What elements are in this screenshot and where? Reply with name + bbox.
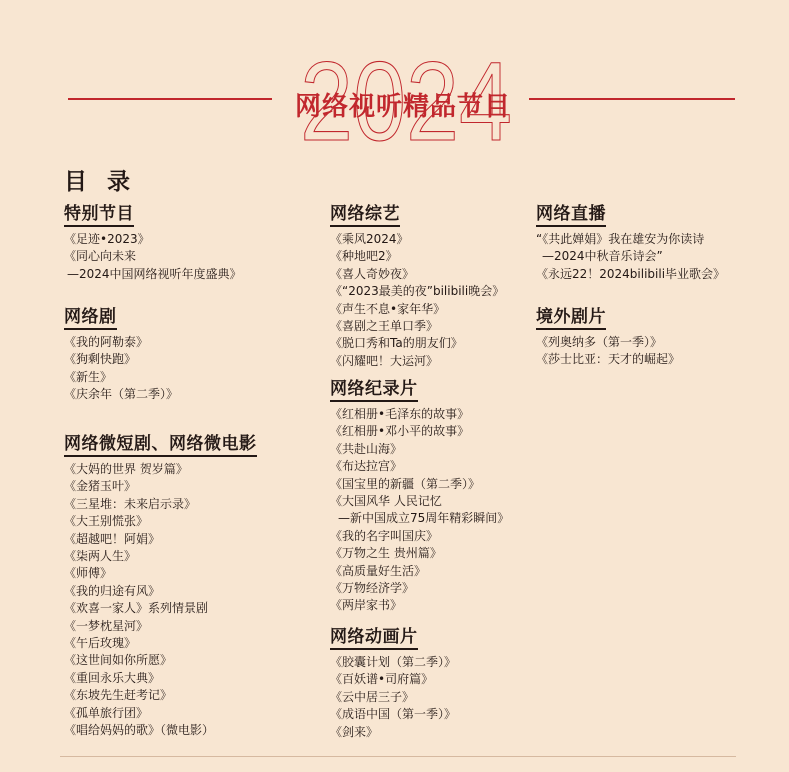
list-item: 《一梦枕星河》 [64, 618, 149, 633]
section-special [64, 203, 242, 283]
list-item: 《柒两人生》 [64, 549, 137, 564]
list-item: 《这世间如你所愿》 [64, 653, 173, 668]
list-item: —2024中国网络视听年度盛典》 [67, 266, 242, 281]
header-rule-left [68, 98, 272, 100]
list-item: 《庆余年（第二季）》 [64, 387, 179, 402]
list-item: 《种地吧2》 [330, 249, 398, 264]
list-item: 《孤单旅行团》 [64, 705, 149, 720]
list-item: 《喜人奇妙夜》 [330, 266, 415, 281]
list-item: 《列奥纳多（第一季）》 [536, 335, 663, 349]
year-outline-text: 2024 [300, 46, 512, 156]
list-item: 《高质量好生活》 [330, 563, 427, 578]
list-item: 《剑来》 [330, 724, 379, 739]
section-title: 网络综艺 [330, 203, 400, 227]
section-title: 网络纪录片 [330, 378, 418, 402]
section-overseas [536, 306, 680, 369]
list-item: 《大王别慌张》 [64, 514, 149, 529]
list-item: 《超越吧！阿娟》 [64, 531, 161, 546]
list-item: 《狗剩快跑》 [64, 352, 137, 367]
section-live [536, 203, 725, 283]
list-item: 《大妈的世界 贺岁篇》 [64, 462, 188, 476]
section-title: 网络剧 [64, 306, 117, 330]
list-item: 《声生不息•家年华》 [330, 301, 446, 316]
header-rule-right [529, 98, 735, 100]
toc-heading: 目 录 [64, 169, 137, 195]
list-item: 《万物经济学》 [330, 581, 415, 596]
list-item: 《脱口秀和Ta的朋友们》 [330, 336, 463, 351]
page-title: 网络视听精品节目 [294, 92, 511, 122]
list-item: 《我的阿勒泰》 [64, 335, 149, 349]
list-item: 《乘风2024》 [330, 232, 409, 246]
list-item: 《金猪玉叶》 [64, 479, 137, 494]
list-item: 《东坡先生赶考记》 [64, 688, 173, 703]
section-drama [64, 306, 178, 404]
list-item: 《万物之生 贵州篇》 [330, 546, 442, 561]
list-item: 《足迹•2023》 [64, 232, 150, 246]
list-item: 《百妖谱•司府篇》 [330, 672, 434, 687]
section-documentary [330, 378, 509, 615]
list-item: 《闪耀吧！大运河》 [330, 353, 439, 368]
list-item: 《大国风华 人民记忆 [330, 494, 442, 509]
list-item: 《我的归途有风》 [64, 583, 161, 598]
list-item: 《新生》 [64, 369, 113, 384]
list-item: 《唱给妈妈的歌》（微电影） [64, 723, 215, 738]
list-item: 《莎士比亚：天才的崛起》 [536, 352, 681, 367]
footer-divider [60, 756, 736, 757]
list-item: 《“2023最美的夜”bilibili晚会》 [330, 284, 505, 299]
list-item: 《红相册•毛泽东的故事》 [330, 407, 470, 421]
list-item: 《同心向未来 [64, 249, 137, 264]
list-item: 《布达拉宫》 [330, 459, 403, 474]
section-animation [330, 626, 456, 741]
list-item: 《师傅》 [64, 566, 113, 581]
list-item: 《午后玫瑰》 [64, 636, 137, 651]
list-item: 《喜剧之王单口季》 [330, 319, 439, 334]
list-item: 《永远22！2024bilibili毕业歌会》 [536, 266, 726, 281]
section-variety [330, 203, 504, 370]
list-item: 《胶囊计划（第二季）》 [330, 655, 457, 669]
list-item: “《共此婵娟》我在雄安为你读诗 [536, 232, 705, 246]
list-item: 《两岸家书》 [330, 598, 403, 613]
section-title: 境外剧片 [536, 306, 606, 330]
list-item: 《红相册•邓小平的故事》 [330, 424, 470, 439]
section-micro [64, 433, 257, 740]
list-item: 《我的名字叫国庆》 [330, 528, 439, 543]
list-item: —2024中秋音乐诗会” [542, 249, 663, 264]
section-title: 网络直播 [536, 203, 606, 227]
list-item: 《重回永乐大典》 [64, 670, 161, 685]
list-item: 《共赴山海》 [330, 441, 403, 456]
list-item: 《国宝里的新疆（第二季）》 [330, 476, 481, 491]
list-item: 《成语中国（第一季）》 [330, 707, 457, 722]
list-item: 《云中居三子》 [330, 689, 415, 704]
section-title: 网络微短剧、网络微电影 [64, 433, 257, 457]
section-title: 特别节目 [64, 203, 134, 227]
list-item: —新中国成立75周年精彩瞬间》 [338, 511, 510, 526]
list-item: 《三星堆：未来启示录》 [64, 496, 197, 511]
list-item: 《欢喜一家人》系列情景剧 [64, 601, 209, 616]
section-title: 网络动画片 [330, 626, 418, 650]
